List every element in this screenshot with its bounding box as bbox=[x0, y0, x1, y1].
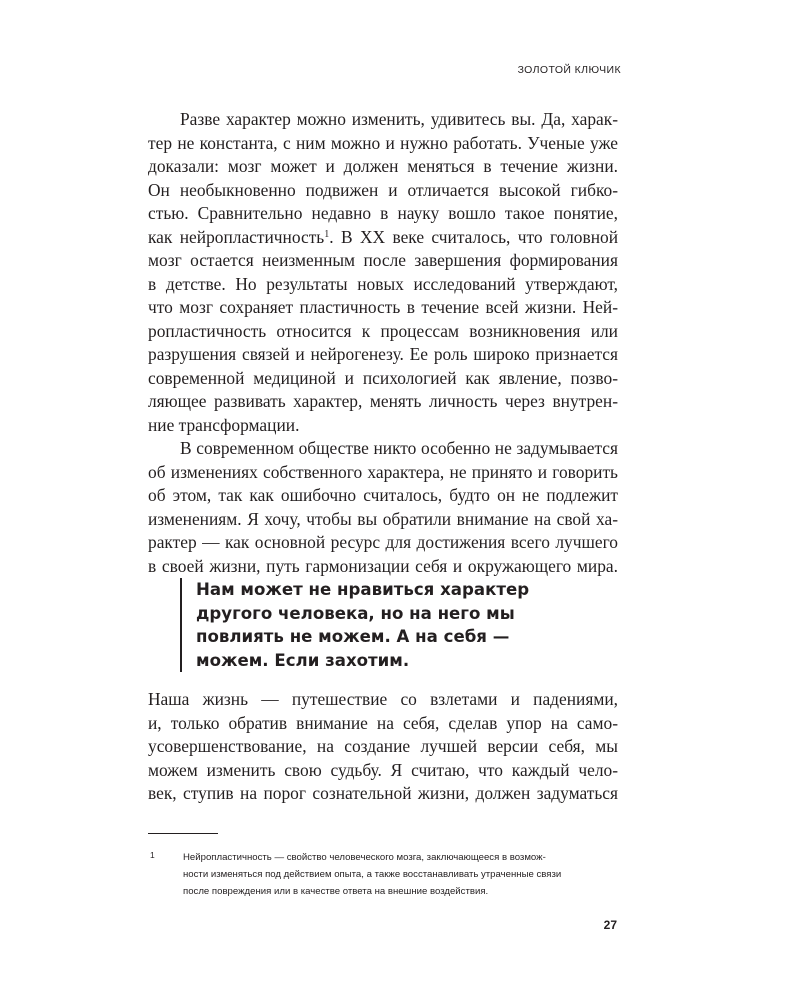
paragraph-3 bbox=[148, 688, 618, 806]
text-line: доказали: мозг может и должен меняться в течение жизни. bbox=[148, 156, 618, 176]
text-fragment: . В XX веке считалось, что головной bbox=[329, 226, 618, 247]
quote-line: другого человека, но на него мы bbox=[196, 603, 515, 623]
text-line: в своей жизни, путь гармонизации себя и окружающего мира. bbox=[148, 555, 618, 576]
footnote bbox=[183, 849, 591, 900]
page-number: 27 bbox=[603, 918, 617, 932]
quote-line: можем. Если захотим. bbox=[196, 650, 410, 670]
text-line: Разве характер можно изменить, удивитесь вы. Да, харак- bbox=[180, 109, 618, 129]
pull-quote bbox=[180, 578, 576, 672]
quote-line: Нам может не нравиться характер bbox=[196, 580, 530, 599]
text-line: в детстве. Но результаты новых исследований утверждают, bbox=[148, 273, 618, 294]
text-line: В современном обществе никто особенно не задумывается bbox=[180, 438, 618, 458]
text-line: ропластичность относится к процессам возникновения или bbox=[148, 320, 618, 341]
text-line: рактер — как основной ресурс для достижения всего лучшего bbox=[148, 532, 618, 552]
footnote-divider bbox=[148, 833, 218, 834]
text-line: ние трансформации. bbox=[148, 414, 300, 435]
footnote-number: 1 bbox=[150, 850, 155, 860]
text-line: Он необыкновенно подвижен и отличается высокой гибко- bbox=[148, 179, 618, 200]
footnote-reference[interactable]: 1 bbox=[324, 228, 330, 240]
text-line: мозг остается неизменным после завершения формирования bbox=[148, 250, 618, 270]
text-line: ляющее развивать характер, менять личность через внутрен- bbox=[148, 391, 618, 411]
text-line: изменениям. Я хочу, чтобы вы обратили внимание на свой ха- bbox=[148, 508, 618, 529]
text-line: тер не константа, с ним можно и нужно работать. Ученые уже bbox=[148, 132, 618, 153]
text-fragment: как нейропластичность bbox=[148, 226, 325, 247]
paragraph-1 bbox=[148, 108, 618, 578]
footnote-line: после повреждения или в качестве ответа на внешние воздействия. bbox=[183, 886, 489, 897]
text-line: об изменениях собственного характера, не принято и говорить bbox=[148, 461, 618, 482]
text-line: век, ступив на порог сознательной жизни, должен задуматься bbox=[148, 783, 618, 803]
text-line: стью. Сравнительно недавно в науку вошло такое понятие, bbox=[148, 203, 618, 223]
text-line: и, только обратив внимание на себя, сделав упор на само- bbox=[148, 712, 618, 733]
text-line: современной медициной и психологией как явление, позво- bbox=[148, 367, 618, 388]
text-line: усовершенствование, на создание лучшей версии себя, мы bbox=[148, 736, 618, 756]
text-line-with-footnote bbox=[148, 226, 618, 250]
footnote-line: Нейропластичность — свойство человеческого мозга, заключающееся в возмож- bbox=[183, 852, 546, 863]
text-line: разрушения связей и нейрогенезу. Ее роль широко признается bbox=[148, 344, 618, 364]
running-header: ЗОЛОТОЙ КЛЮЧИК bbox=[517, 64, 621, 76]
footnote-line: ности изменяться под действием опыта, а также восстанавливать утраченные связи bbox=[183, 869, 562, 880]
text-line: можем изменить свою судьбу. Я считаю, что каждый чело- bbox=[148, 759, 618, 780]
text-line: Наша жизнь — путешествие со взлетами и падениями, bbox=[148, 689, 618, 709]
quote-line: повлиять не можем. А на себя — bbox=[196, 627, 510, 646]
text-line: что мозг сохраняет пластичность в течение всей жизни. Ней- bbox=[148, 297, 618, 317]
text-line: об этом, так как ошибочно считалось, будто он не подлежит bbox=[148, 485, 618, 505]
